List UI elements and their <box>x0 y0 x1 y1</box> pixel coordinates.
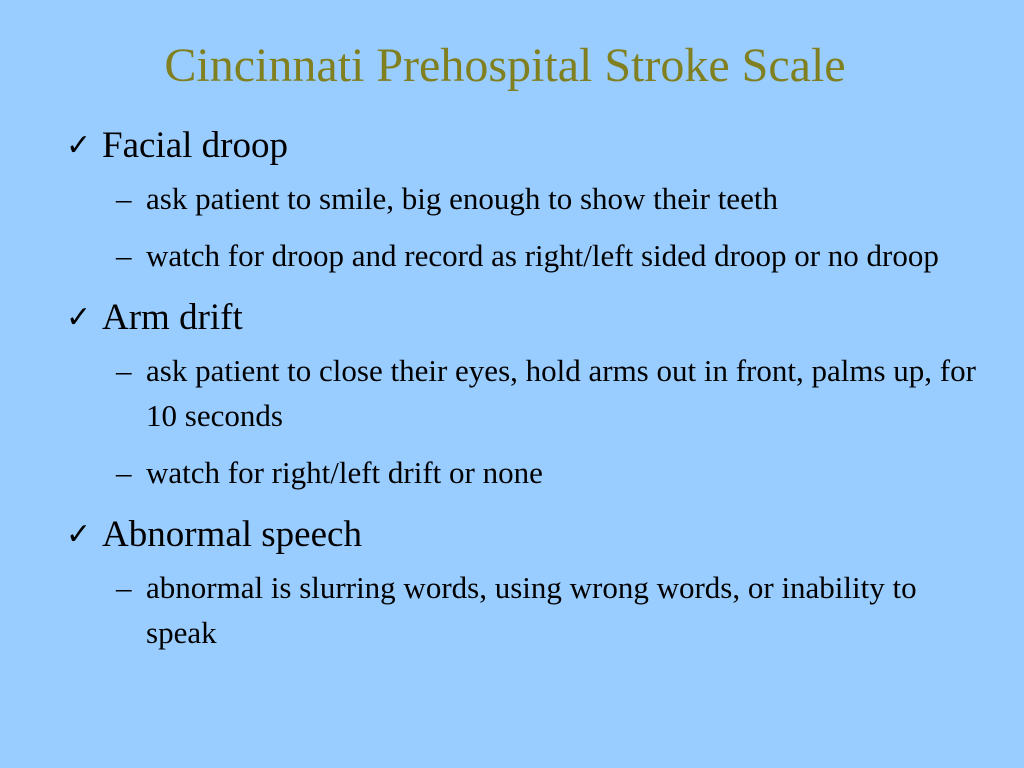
sub-bullet <box>110 565 976 655</box>
bullet-item-abnormal-speech <box>66 509 976 655</box>
sub-bullet-text: ask patient to smile, big enough to show their teeth <box>146 181 778 216</box>
dash-icon: – <box>116 238 132 273</box>
dash-icon: – <box>116 570 132 605</box>
bullet-heading <box>66 509 976 561</box>
sub-bullet-list <box>66 565 976 655</box>
sub-bullet-text: ask patient to close their eyes, hold arms out in front, palms up, for 10 seconds <box>146 353 976 433</box>
dash-icon: – <box>116 455 132 490</box>
sub-bullet-list <box>66 348 976 495</box>
sub-bullet <box>110 176 976 221</box>
bullet-label: Abnormal speech <box>102 514 362 555</box>
checkmark-icon: ✓ <box>66 517 92 552</box>
bullet-heading <box>66 120 976 172</box>
sub-bullet-text: abnormal is slurring words, using wrong words, or inability to speak <box>146 570 917 650</box>
slide-title: Cincinnati Prehospital Stroke Scale <box>164 39 846 92</box>
bullet-heading <box>66 292 976 344</box>
dash-icon: – <box>116 181 132 216</box>
sub-bullet <box>110 450 976 495</box>
bullet-item-facial-droop <box>66 120 976 278</box>
bullet-list <box>66 120 976 655</box>
bullet-label: Arm drift <box>102 297 243 338</box>
checkmark-icon: ✓ <box>66 300 92 335</box>
sub-bullet <box>110 348 976 438</box>
dash-icon: – <box>116 353 132 388</box>
sub-bullet-text: watch for right/left drift or none <box>146 455 543 490</box>
bullet-item-arm-drift <box>66 292 976 495</box>
sub-bullet-list <box>66 176 976 278</box>
sub-bullet-text: watch for droop and record as right/left sided droop or no droop <box>146 238 939 273</box>
sub-bullet <box>110 233 976 278</box>
checkmark-icon: ✓ <box>66 128 92 163</box>
bullet-label: Facial droop <box>102 125 288 166</box>
